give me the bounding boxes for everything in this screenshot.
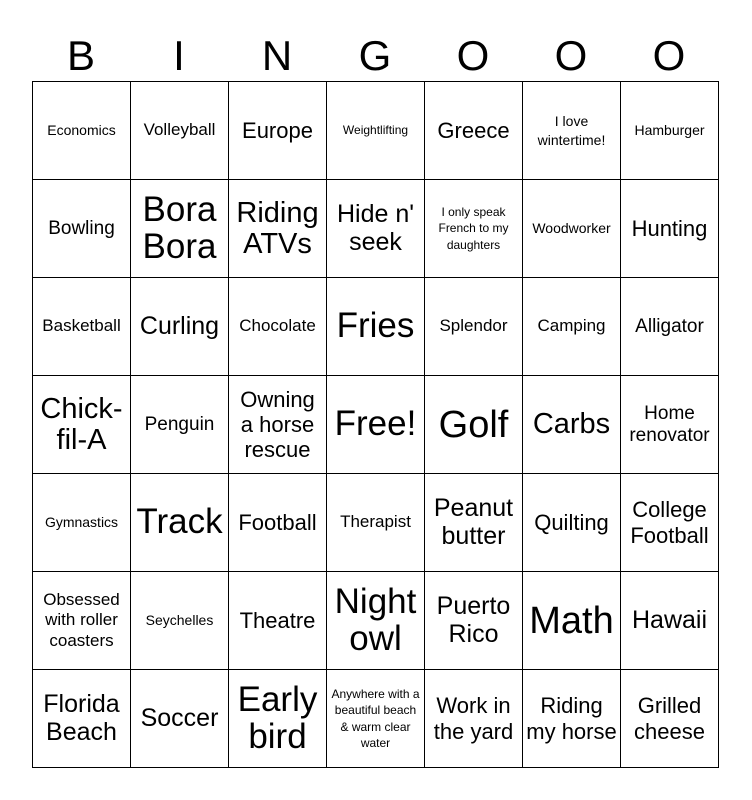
bingo-cell: I love wintertime!: [523, 82, 621, 180]
bingo-cell: Splendor: [425, 278, 523, 376]
bingo-cell: Fries: [327, 278, 425, 376]
bingo-cell: Basketball: [33, 278, 131, 376]
bingo-cell: Curling: [131, 278, 229, 376]
bingo-cell: Hide n' seek: [327, 180, 425, 278]
bingo-cell: Carbs: [523, 376, 621, 474]
bingo-cell: Track: [131, 474, 229, 572]
bingo-cell: Florida Beach: [33, 670, 131, 768]
bingo-cell: Riding my horse: [523, 670, 621, 768]
bingo-cell: Work in the yard: [425, 670, 523, 768]
bingo-cell: Hawaii: [621, 572, 719, 670]
bingo-cell: Europe: [229, 82, 327, 180]
bingo-cell: Hamburger: [621, 82, 719, 180]
bingo-cell: Home renovator: [621, 376, 719, 474]
bingo-cell: Night owl: [327, 572, 425, 670]
bingo-cell: Seychelles: [131, 572, 229, 670]
header-letter: O: [456, 32, 490, 79]
bingo-cell: Puerto Rico: [425, 572, 523, 670]
bingo-cell: Golf: [425, 376, 523, 474]
bingo-cell: Therapist: [327, 474, 425, 572]
bingo-grid: [32, 81, 719, 768]
header-letter: N: [261, 32, 293, 79]
bingo-cell: Riding ATVs: [229, 180, 327, 278]
bingo-cell: Chocolate: [229, 278, 327, 376]
bingo-cell: Football: [229, 474, 327, 572]
bingo-cell: Math: [523, 572, 621, 670]
header-letter: O: [554, 32, 588, 79]
bingo-cell: Volleyball: [131, 82, 229, 180]
bingo-cell: I only speak French to my daughters: [425, 180, 523, 278]
bingo-cell: Greece: [425, 82, 523, 180]
bingo-cell: College Football: [621, 474, 719, 572]
bingo-cell: Gymnastics: [33, 474, 131, 572]
bingo-cell: Chick-fil-A: [33, 376, 131, 474]
bingo-cell: Grilled cheese: [621, 670, 719, 768]
bingo-cell: Theatre: [229, 572, 327, 670]
bingo-header: [32, 30, 720, 82]
bingo-cell: Weightlifting: [327, 82, 425, 180]
bingo-cell: Penguin: [131, 376, 229, 474]
header-letter: G: [358, 32, 392, 79]
bingo-cell: Obsessed with roller coasters: [33, 572, 131, 670]
header-letter: O: [652, 32, 686, 79]
bingo-cell: Quilting: [523, 474, 621, 572]
header-letter: B: [66, 32, 95, 79]
bingo-cell: Hunting: [621, 180, 719, 278]
bingo-cell: Bora Bora: [131, 180, 229, 278]
bingo-cell: Woodworker: [523, 180, 621, 278]
bingo-cell: Free!: [327, 376, 425, 474]
bingo-cell: Soccer: [131, 670, 229, 768]
bingo-cell: Camping: [523, 278, 621, 376]
bingo-cell: Economics: [33, 82, 131, 180]
bingo-cell: Bowling: [33, 180, 131, 278]
header-letter: I: [173, 32, 185, 79]
bingo-cell: Early bird: [229, 670, 327, 768]
bingo-cell: Anywhere with a beautiful beach & warm clear water: [327, 670, 425, 768]
bingo-cell: Peanut butter: [425, 474, 523, 572]
bingo-cell: Owning a horse rescue: [229, 376, 327, 474]
bingo-cell: Alligator: [621, 278, 719, 376]
